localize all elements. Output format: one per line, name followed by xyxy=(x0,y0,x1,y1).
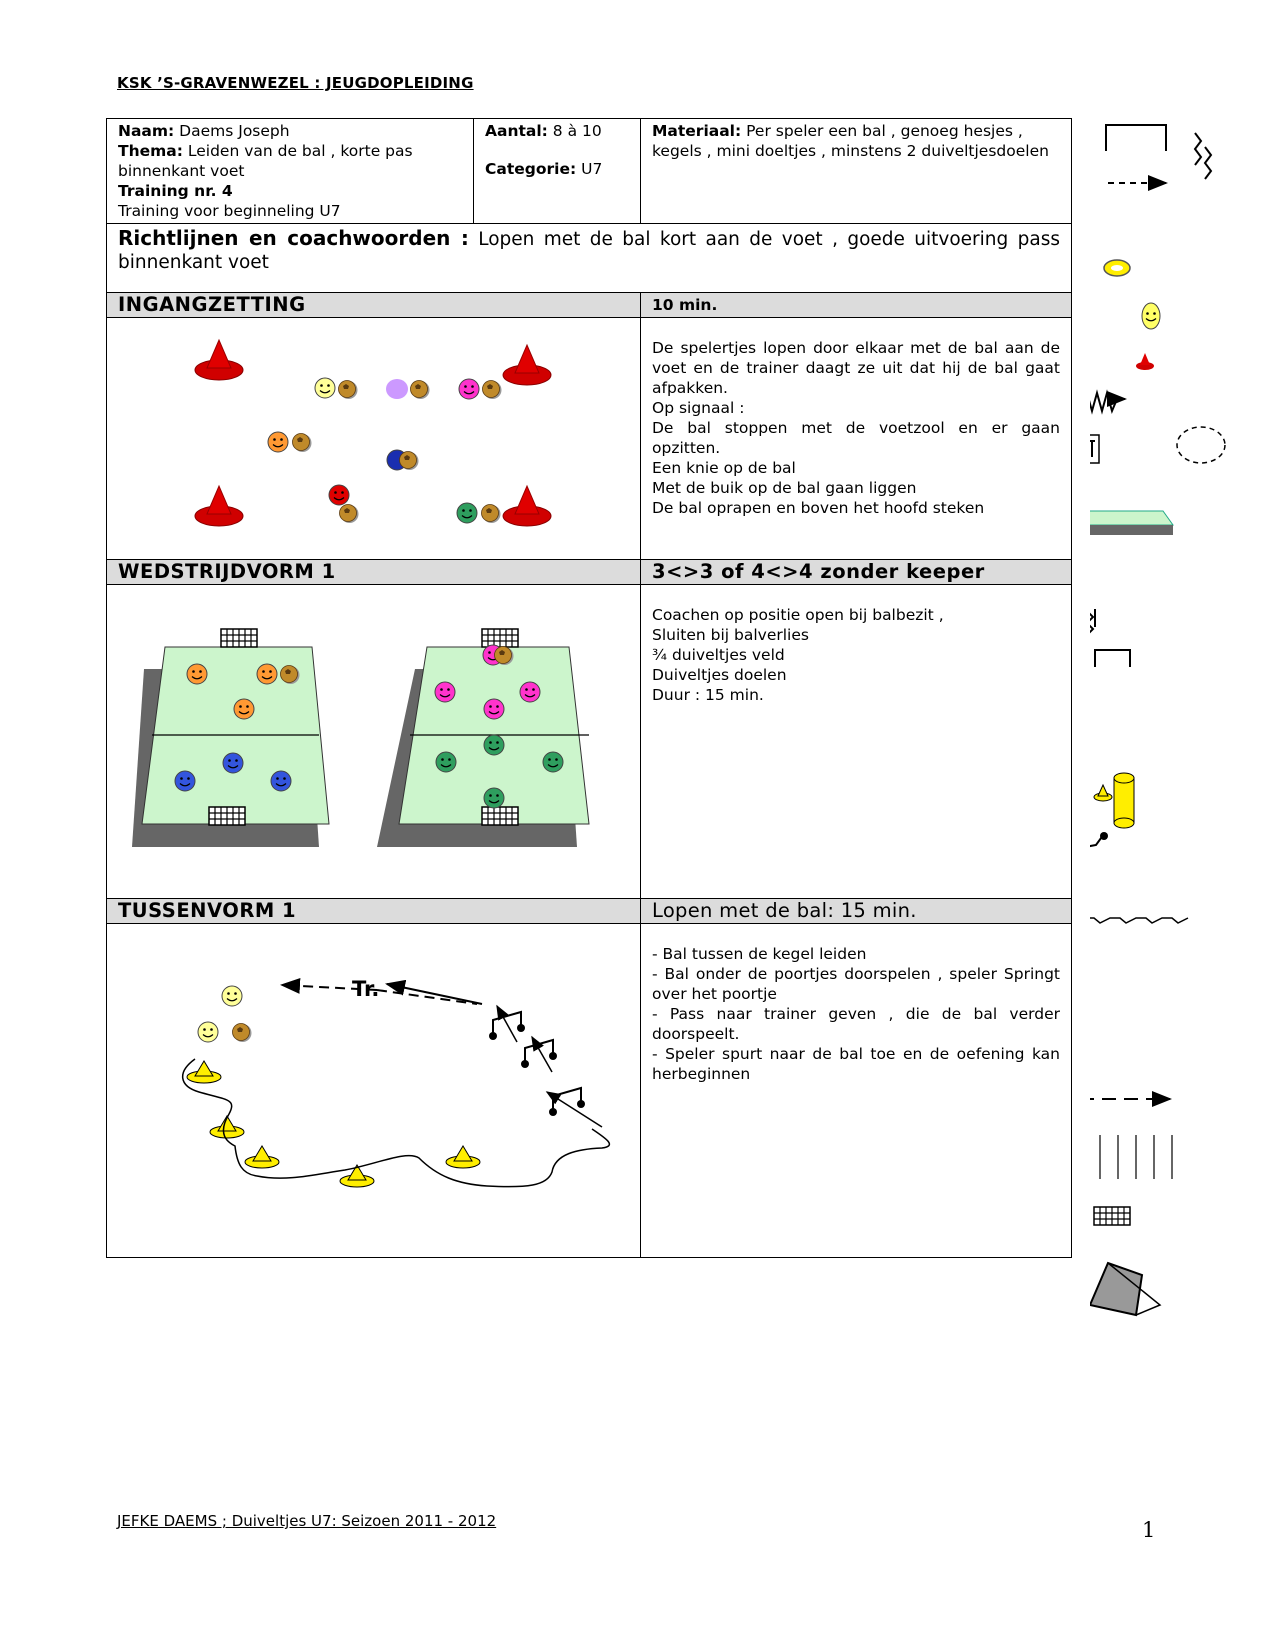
description-wedstrijdvorm xyxy=(641,585,1072,899)
ingangzetting-drawing xyxy=(107,318,641,559)
section-side-wedstrijdvorm: 3<>3 of 4<>4 zonder keeper xyxy=(641,560,1072,585)
ball-icon xyxy=(233,1024,252,1043)
player-icon xyxy=(187,664,207,684)
thema-value: Leiden van de bal , korte pas binnenkant voet xyxy=(118,142,413,180)
description-line: Duiveltjes doelen xyxy=(652,666,787,684)
description-line: Op signaal : xyxy=(652,399,745,417)
materiaal-value: Per speler een bal , genoeg hesjes , kegels , mini doeltjes , minstens 2 duiveltjesdoelen xyxy=(652,122,1049,160)
ball-icon xyxy=(411,381,430,400)
section-side-tussenvorm-cell xyxy=(641,899,1072,924)
materiaal-label: Materiaal: xyxy=(652,122,742,140)
description-line: De bal stoppen met de voetzool en er gaan opzitten. xyxy=(652,419,1060,457)
description-line: Sluiten bij balverlies xyxy=(652,626,809,644)
player-icon xyxy=(1142,303,1160,329)
materiaal-cell xyxy=(641,119,1072,224)
description-line: - Bal tussen de kegel leiden xyxy=(652,945,867,963)
cone-icon xyxy=(340,1165,374,1187)
cone-icon xyxy=(245,1146,279,1168)
cone-icon xyxy=(195,340,243,380)
player-icon xyxy=(457,503,477,523)
poles-icon xyxy=(1090,1135,1172,1179)
categorie-label: Categorie: xyxy=(485,160,577,178)
curved-run-icon xyxy=(1090,609,1095,635)
player-icon xyxy=(484,699,504,719)
player-icon xyxy=(223,753,243,773)
player-icon xyxy=(459,379,479,399)
ball-icon xyxy=(339,381,358,400)
goal-icon xyxy=(482,629,518,647)
naam-value: Daems Joseph xyxy=(174,122,290,140)
aantal-label: Aantal: xyxy=(485,122,548,140)
field-right xyxy=(377,629,589,847)
hurdle-icon xyxy=(1090,832,1108,868)
goal-icon xyxy=(482,807,518,825)
section-title-ingangzetting: INGANGZETTING xyxy=(107,293,641,318)
section-side-tussenvorm: Lopen met de bal: 15 min. xyxy=(652,899,917,922)
page-title: KSK ’S-GRAVENWEZEL : JEUGDOPLEIDING xyxy=(117,74,474,92)
cone-icon xyxy=(1136,353,1154,370)
goal-net-icon xyxy=(1094,1207,1130,1225)
goal-perspective-icon xyxy=(1090,1263,1160,1315)
dribble-path xyxy=(183,1059,610,1187)
description-line: Coachen op positie open bij balbezit , xyxy=(652,606,944,624)
player-icon xyxy=(234,699,254,719)
ball-icon xyxy=(340,505,359,524)
description-line: Een knie op de bal xyxy=(652,459,796,477)
wedstrijdvorm-drawing xyxy=(107,585,641,898)
cone-icon xyxy=(503,486,551,526)
description-line: De bal oprapen en boven het hoofd steken xyxy=(652,499,985,517)
player-icon xyxy=(271,771,291,791)
field-left xyxy=(132,629,329,847)
tube-icon xyxy=(1114,773,1134,828)
aantal-cell xyxy=(474,119,641,224)
thema-label: Thema: xyxy=(118,142,183,160)
training-number: Training nr. 4 xyxy=(118,182,233,200)
footer-text: JEFKE DAEMS ; Duiveltjes U7: Seizoen 2011 - 2012 xyxy=(117,1512,497,1530)
section-title-wedstrijdvorm: WEDSTRIJDVORM 1 xyxy=(107,560,641,585)
mini-goal-icon xyxy=(1095,650,1130,667)
richtlijnen-cell xyxy=(107,224,1072,293)
cone-icon xyxy=(503,345,551,385)
player-icon xyxy=(315,378,335,398)
player-icon xyxy=(386,379,408,399)
richtlijnen-label: Richtlijnen en coachwoorden : xyxy=(118,226,469,250)
symbol-legend xyxy=(1090,115,1240,1365)
hurdle-icon xyxy=(521,1040,557,1068)
section-title-tussenvorm: TUSSENVORM 1 xyxy=(107,899,641,924)
trainer-label: Tr. xyxy=(352,977,380,1001)
player-icon xyxy=(175,771,195,791)
hurdle-icon xyxy=(549,1088,585,1116)
goal-icon xyxy=(209,807,245,825)
player-icon xyxy=(222,986,242,1006)
diagram-ingangzetting xyxy=(107,318,641,560)
description-line: ¾ duiveltjes veld xyxy=(652,646,785,664)
description-tussenvorm xyxy=(641,924,1072,1258)
section-side-text: 10 min. xyxy=(652,296,718,314)
cone-icon xyxy=(187,1061,221,1083)
player-icon xyxy=(484,735,504,755)
description-line: Duur : 15 min. xyxy=(652,686,764,704)
diagram-tussenvorm xyxy=(107,924,641,1258)
description-line: - Bal onder de poortjes doorspelen , speler Springt over het poortje xyxy=(652,965,1060,1003)
player-icon xyxy=(436,752,456,772)
hurdle-row-icon xyxy=(1090,918,1188,925)
zone-icon xyxy=(1177,427,1225,463)
aantal-value: 8 à 10 xyxy=(547,122,602,140)
description-line: - Speler spurt naar de bal toe en de oefening kan herbeginnen xyxy=(652,1045,1060,1083)
cone-icon xyxy=(1094,785,1112,801)
goal-icon xyxy=(221,629,257,647)
cone-icon xyxy=(446,1146,480,1168)
hurdle-icon xyxy=(489,1012,525,1040)
player-icon xyxy=(257,664,277,684)
player-icon xyxy=(520,682,540,702)
field-icon xyxy=(1090,511,1173,535)
ball-icon xyxy=(482,505,501,524)
tussenvorm-drawing xyxy=(107,924,641,1257)
diagram-wedstrijdvorm xyxy=(107,585,641,899)
dribble-icon xyxy=(1090,393,1125,411)
naam-label: Naam: xyxy=(118,122,175,140)
player-icon xyxy=(268,432,288,452)
description-ingangzetting xyxy=(641,318,1072,560)
player-icon xyxy=(543,752,563,772)
training-subtitle: Training voor beginneling U7 xyxy=(118,202,341,220)
player-icon xyxy=(198,1022,218,1042)
categorie-value: U7 xyxy=(576,160,603,178)
section-duration-ingangzetting xyxy=(641,293,1072,318)
richtlijnen-value: Lopen met de bal kort aan de voet , goede uitvoering pass binnenkant voet xyxy=(118,229,1060,273)
trainer-info-cell xyxy=(107,119,474,224)
player-icon xyxy=(484,788,504,808)
training-plan-table xyxy=(106,118,1072,1258)
player-icon xyxy=(329,485,349,505)
goal-frame-icon xyxy=(1106,125,1166,151)
ball-icon xyxy=(483,381,502,400)
ball-icon xyxy=(293,434,312,453)
zigzag-arrow-icon xyxy=(1195,133,1211,179)
cone-icon xyxy=(195,486,243,526)
description-line: Met de buik op de bal gaan liggen xyxy=(652,479,917,497)
description-line: - Pass naar trainer geven , die de bal verder doorspeelt. xyxy=(652,1005,1060,1043)
player-icon xyxy=(435,682,455,702)
description-line: De spelertjes lopen door elkaar met de bal aan de voet en de trainer daagt ze uit dat hij de bal gaat afpakken. xyxy=(652,339,1060,397)
page-number: 1 xyxy=(1142,1518,1156,1542)
